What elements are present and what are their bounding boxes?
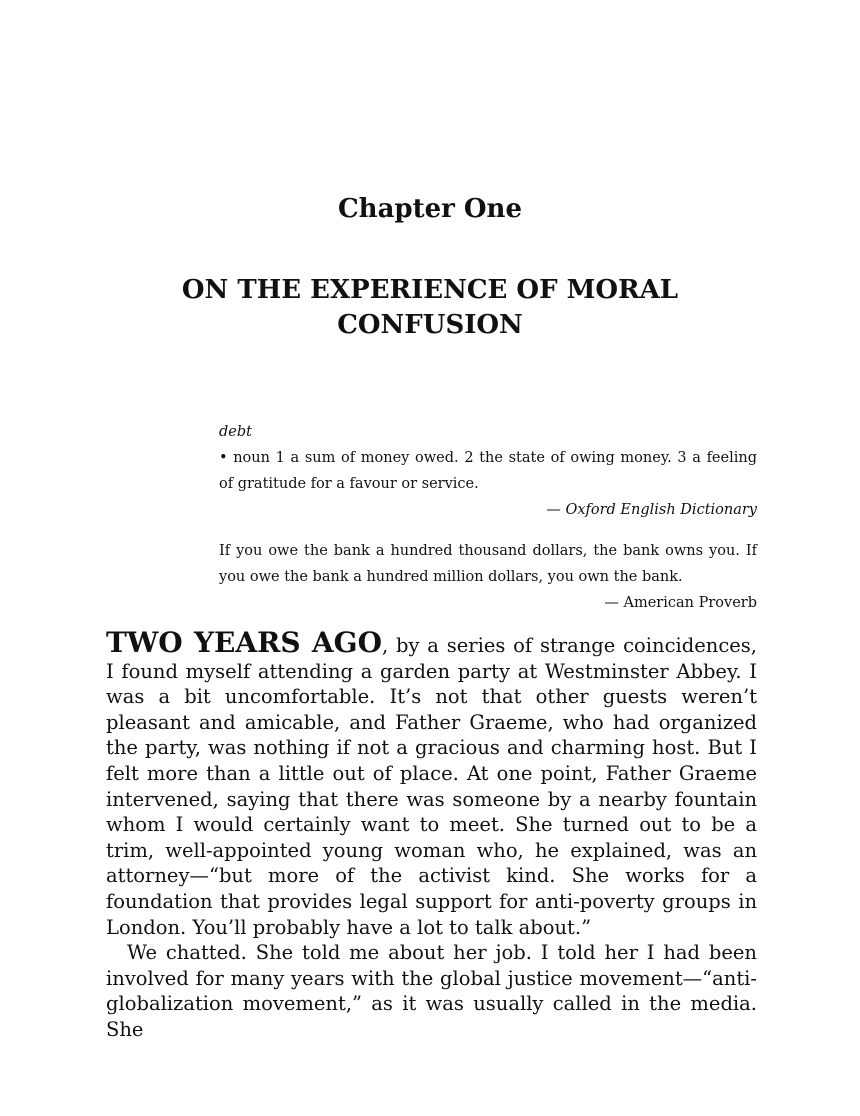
- epigraph-headword: debt: [219, 424, 252, 440]
- chapter-body: [106, 626, 757, 1043]
- attribution-source: American Proverb: [623, 595, 757, 611]
- lead-in: TWO YEARS AGO: [106, 626, 382, 659]
- attribution-dash: —: [604, 595, 624, 611]
- chapter-number: Chapter One: [337, 194, 523, 224]
- epigraph-dictionary: [219, 419, 757, 523]
- body-paragraph: [106, 626, 757, 940]
- attribution-source: Oxford English Dictionary: [565, 502, 757, 518]
- attribution-dash: —: [546, 502, 566, 518]
- paragraph-text: , by a series of strange coincidences, I found myself attending a garden party at Westminster Abbey. I was a bit uncomfortable. It’s not that other guests weren’t pleasant and amicable, and Father Graeme, who had organized the party, was nothing if not a gracious and charming host. But I felt more than a little out of place. At one point, Father Graeme intervened, saying that there was someone by a nearby fountain whom I would certainly want to meet. She turned out to be a trim, well-appointed young woman who, he explained, was an attorney—“but more of the activist kind. She works for a foundation that provides legal support for anti-poverty groups in London. You’ll probably have a lot to talk about.”: [106, 634, 757, 939]
- epigraph-attribution: [219, 590, 757, 616]
- epigraph-proverb: [219, 538, 757, 616]
- body-paragraph: We chatted. She told me about her job. I told her I had been involved for many years with the global justice movement—“anti-globalization movement,” as it was usually called in the media. She: [106, 941, 757, 1041]
- epigraphs: [219, 419, 757, 616]
- epigraph-definition: • noun 1 a sum of money owed. 2 the state of owing money. 3 a feeling of gratitude for a favour or service.: [219, 450, 757, 492]
- epigraph-attribution: [219, 497, 757, 523]
- epigraph-quote: If you owe the bank a hundred thousand dollars, the bank owns you. If you owe the bank a hundred million dollars, you own the bank.: [219, 543, 757, 585]
- chapter-title: ON THE EXPERIENCE OF MORAL CONFUSION: [181, 275, 679, 340]
